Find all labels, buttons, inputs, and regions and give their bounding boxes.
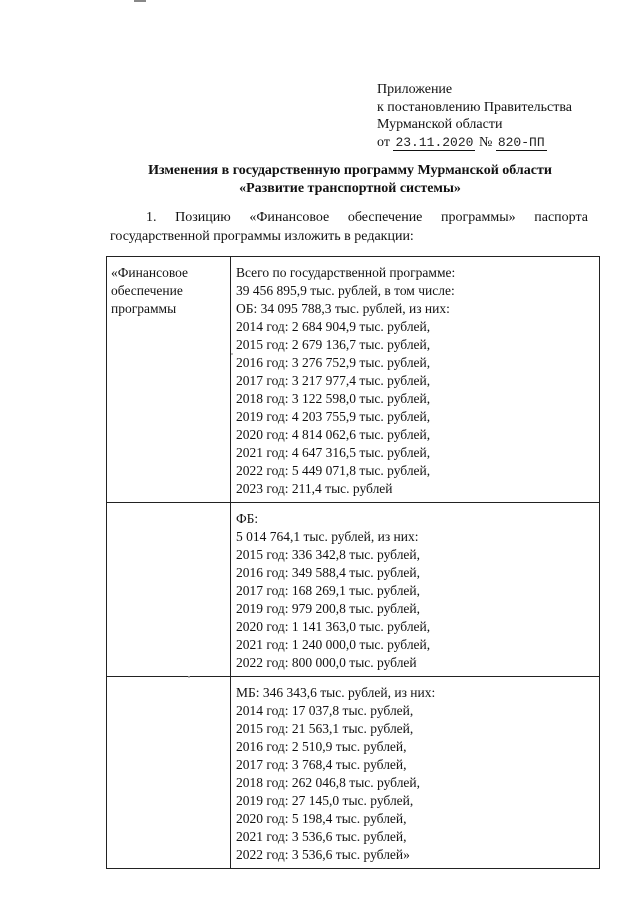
financing-line: 2016 год: 349 588,4 тыс. рублей, xyxy=(236,565,421,580)
appendix-header xyxy=(377,81,572,151)
scan-speck xyxy=(188,676,190,678)
financing-line: 2021 год: 3 536,6 тыс. рублей, xyxy=(236,829,407,844)
financing-line: 2019 год: 979 200,8 тыс. рублей, xyxy=(236,601,421,616)
resolution-number: 820-ПП xyxy=(497,134,545,150)
empty-label-cell xyxy=(107,677,231,869)
financing-line: 2020 год: 1 141 363,0 тыс. рублей, xyxy=(236,619,431,634)
financing-line: 2016 год: 2 510,9 тыс. рублей, xyxy=(236,739,407,754)
appendix-line: к постановлению Правительства xyxy=(377,99,573,115)
financing-line: Всего по государственной программе: xyxy=(236,265,456,280)
financing-line: 2021 год: 4 647 316,5 тыс. рублей, xyxy=(236,445,431,460)
financing-table xyxy=(106,256,600,869)
intro-line: государственной программы изложить в редакции: xyxy=(110,229,414,244)
position-label-line: обеспечение xyxy=(111,283,183,298)
financing-line: ФБ: xyxy=(236,511,259,526)
from-prefix: от xyxy=(377,134,390,150)
financing-line: 2015 год: 21 563,1 тыс. рублей, xyxy=(236,721,414,736)
financing-line: 2014 год: 17 037,8 тыс. рублей, xyxy=(236,703,414,718)
financing-line: МБ: 346 343,6 тыс. рублей, из них: xyxy=(236,685,436,700)
table-row xyxy=(107,257,600,503)
local-budget-cell xyxy=(231,677,600,869)
appendix-date-line xyxy=(377,134,572,152)
appendix-line: Мурманской области xyxy=(377,117,503,132)
resolution-date: 23.11.2020 xyxy=(395,134,474,150)
table-row xyxy=(107,677,600,869)
intro-line: 1. Позицию «Финансовое обеспечение программы» паспорта xyxy=(146,210,588,225)
financing-line: 2015 год: 2 679 136,7 тыс. рублей, xyxy=(236,337,431,352)
position-label-line: программы xyxy=(111,301,177,316)
financing-line: 2017 год: 3 217 977,4 тыс. рублей, xyxy=(236,373,431,388)
financing-line: 39 456 895,9 тыс. рублей, в том числе: xyxy=(236,283,455,298)
financing-line: 2020 год: 4 814 062,6 тыс. рублей, xyxy=(236,427,431,442)
number-sign: № xyxy=(478,134,493,150)
financing-line: 2019 год: 27 145,0 тыс. рублей, xyxy=(236,793,414,808)
title-line: Изменения в государственную программу Мурманской области xyxy=(148,163,552,178)
table-row xyxy=(107,503,600,677)
financing-line: 2022 год: 800 000,0 тыс. рублей xyxy=(236,655,417,670)
intro-paragraph xyxy=(110,208,588,246)
financing-line: 2016 год: 3 276 752,9 тыс. рублей, xyxy=(236,355,431,370)
financing-line: 2015 год: 336 342,8 тыс. рублей, xyxy=(236,547,421,562)
financing-line: 2022 год: 5 449 071,8 тыс. рублей, xyxy=(236,463,431,478)
financing-line: 2021 год: 1 240 000,0 тыс. рублей, xyxy=(236,637,431,652)
title-line: «Развитие транспортной системы» xyxy=(239,181,461,196)
appendix-line: Приложение xyxy=(377,82,453,97)
financing-line: 2017 год: 3 768,4 тыс. рублей, xyxy=(236,757,407,772)
financing-line: 5 014 764,1 тыс. рублей, из них: xyxy=(236,529,419,544)
document-title xyxy=(100,162,600,198)
financing-line: 2018 год: 3 122 598,0 тыс. рублей, xyxy=(236,391,431,406)
financing-line: 2018 год: 262 046,8 тыс. рублей, xyxy=(236,775,421,790)
empty-label-cell xyxy=(107,503,231,677)
federal-budget-cell xyxy=(231,503,600,677)
financing-line: 2020 год: 5 198,4 тыс. рублей, xyxy=(236,811,407,826)
financing-line: 2022 год: 3 536,6 тыс. рублей» xyxy=(236,847,410,862)
financing-line: 2019 год: 4 203 755,9 тыс. рублей, xyxy=(236,409,431,424)
scan-artifact xyxy=(134,0,146,2)
financing-line: 2014 год: 2 684 904,9 тыс. рублей, xyxy=(236,319,431,334)
total-financing-cell xyxy=(231,257,600,503)
position-label-line: «Финансовое xyxy=(111,265,189,280)
scan-speck xyxy=(231,353,233,355)
financing-line: 2017 год: 168 269,1 тыс. рублей, xyxy=(236,583,421,598)
financing-line: ОБ: 34 095 788,3 тыс. рублей, из них: xyxy=(236,301,450,316)
financing-line: 2023 год: 211,4 тыс. рублей xyxy=(236,481,393,496)
label-cell xyxy=(107,257,231,503)
